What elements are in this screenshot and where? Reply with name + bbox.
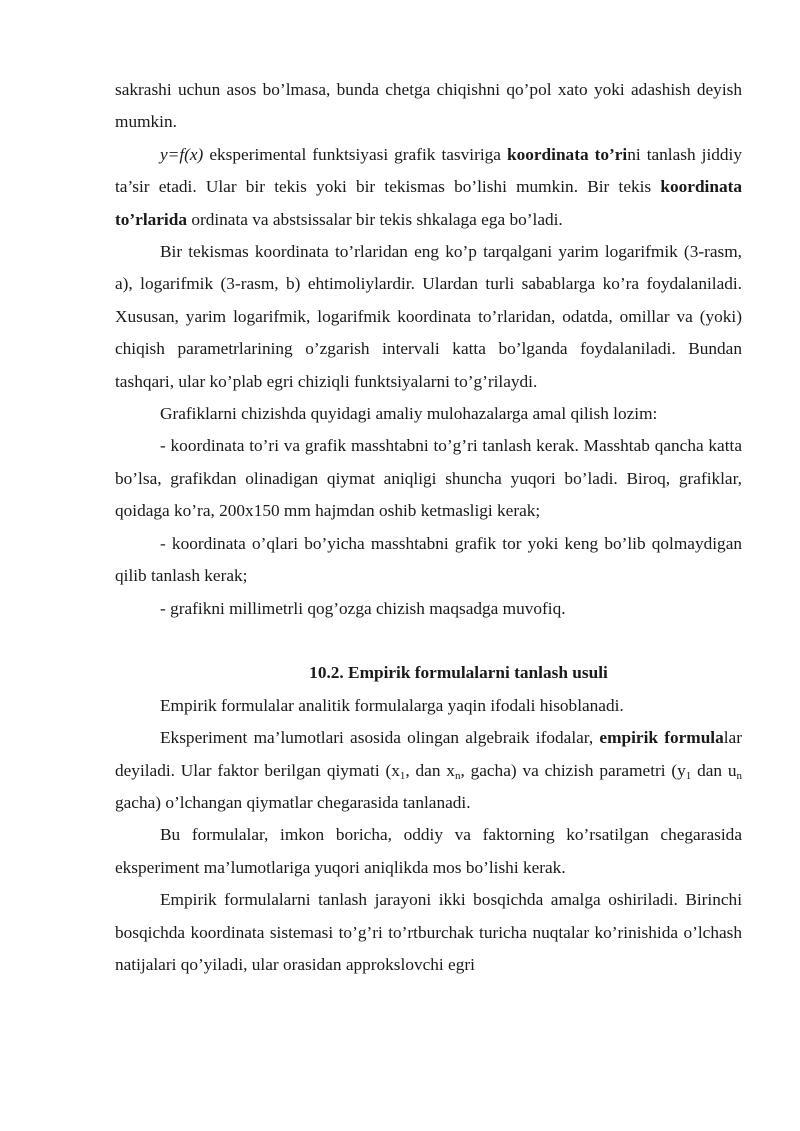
paragraph: Empirik formulalar analitik formulalarga yaqin ifodali hisoblanadi. bbox=[160, 695, 624, 715]
subscript: n bbox=[736, 769, 742, 782]
paragraph bbox=[115, 722, 742, 819]
text-run: ordinata va abstsissalar bir tekis shkalaga ega bo’ladi. bbox=[187, 209, 563, 229]
bold-term: empirik formula bbox=[599, 728, 724, 748]
text-run: , dan x bbox=[405, 760, 455, 780]
list-item: - grafikni millimetrli qog’ozga chizish maqsadga muvofiq. bbox=[160, 598, 566, 618]
bold-term: koordinata to’ri bbox=[506, 144, 628, 164]
paragraph bbox=[115, 139, 742, 236]
paragraph: Bu formulalar, imkon boricha, oddiy va faktorning ko’rsatilgan chegarasida eksperiment ma’lumotlariga yuqori aniqlikda mos bo’lishi kerak. bbox=[115, 825, 742, 877]
paragraph: sakrashi uchun asos bo’lmasa, bunda chetga chiqishni qo’pol xato yoki adashish deyish mumkin. bbox=[115, 80, 742, 132]
formula: y=f(x) bbox=[160, 144, 204, 164]
subscript: n bbox=[454, 769, 461, 782]
paragraph: Bir tekismas koordinata to’rlaridan eng ko’p tarqalgani yarim logarifmik (3-rasm, a), logarifmik (3-rasm, b) ehtimoliylardir. Ulardan turli sabablarga ko’ra foydalaniladi. Xususan, yarim logarifmik, logarifmik koordinata to’rlaridan, odatda, omillar va (yoki) chiqish parametrlarining o’zgarish intervali katta bo’lganda foydalaniladi. Bundan tashqari, ular ko’plab egri chiziqli funktsiyalarni to’g’rilaydi. bbox=[115, 242, 742, 391]
bold-term: koordinata to’rlarida bbox=[115, 177, 742, 229]
list-item: - koordinata o’qlari bo’yicha masshtabni grafik tor yoki keng bo’lib qolmaydigan qilib tanlash kerak; bbox=[115, 533, 742, 586]
page-body bbox=[115, 74, 742, 981]
text-run: , gacha) va chizish parametri (y bbox=[460, 760, 686, 780]
paragraph: Empirik formulalarni tanlash jarayoni ikki bosqichda amalga oshiriladi. Birinchi bosqichda koordinata sistemasi to’g’ri to’rtburchak turicha nuqtalar ko’rinishida o’lchash natijalari qo’yiladi, ular orasidan approkslovchi egri bbox=[115, 890, 742, 974]
subscript: 1 bbox=[685, 769, 692, 782]
list-item: - koordinata to’ri va grafik masshtabni to’g’ri tanlash kerak. Masshtab qancha katta bo’lsa, grafikdan olinadigan qiymat aniqligi shuncha yuqori bo’ladi. Biroq, grafiklar, qoidaga ko’ra, 200x150 mm hajmdan oshib ketmasligi kerak; bbox=[115, 436, 742, 521]
subscript: 1 bbox=[399, 769, 406, 782]
paragraph: Grafiklarni chizishda quyidagi amaliy mulohazalarga amal qilish lozim: bbox=[160, 404, 658, 424]
text-run: eksperimental funktsiyasi grafik tasviriga bbox=[203, 144, 507, 164]
text-run: Eksperiment ma’lumotlari asosida olingan algebraik ifodalar, bbox=[160, 728, 600, 748]
text-run: gacha) o’lchangan qiymatlar chegarasida tanlanadi. bbox=[115, 792, 471, 812]
text-run: ni tanlash jiddiy ta’sir etadi. Ular bir tekis yoki bir tekismas bo’lishi mumkin. Bir tekis bbox=[115, 144, 742, 197]
text-run: dan u bbox=[691, 760, 737, 780]
text-run: lar deyiladi. Ular faktor berilgan qiymati (x bbox=[115, 728, 742, 780]
section-heading: 10.2. Empirik formulalarni tanlash usuli bbox=[309, 663, 608, 683]
